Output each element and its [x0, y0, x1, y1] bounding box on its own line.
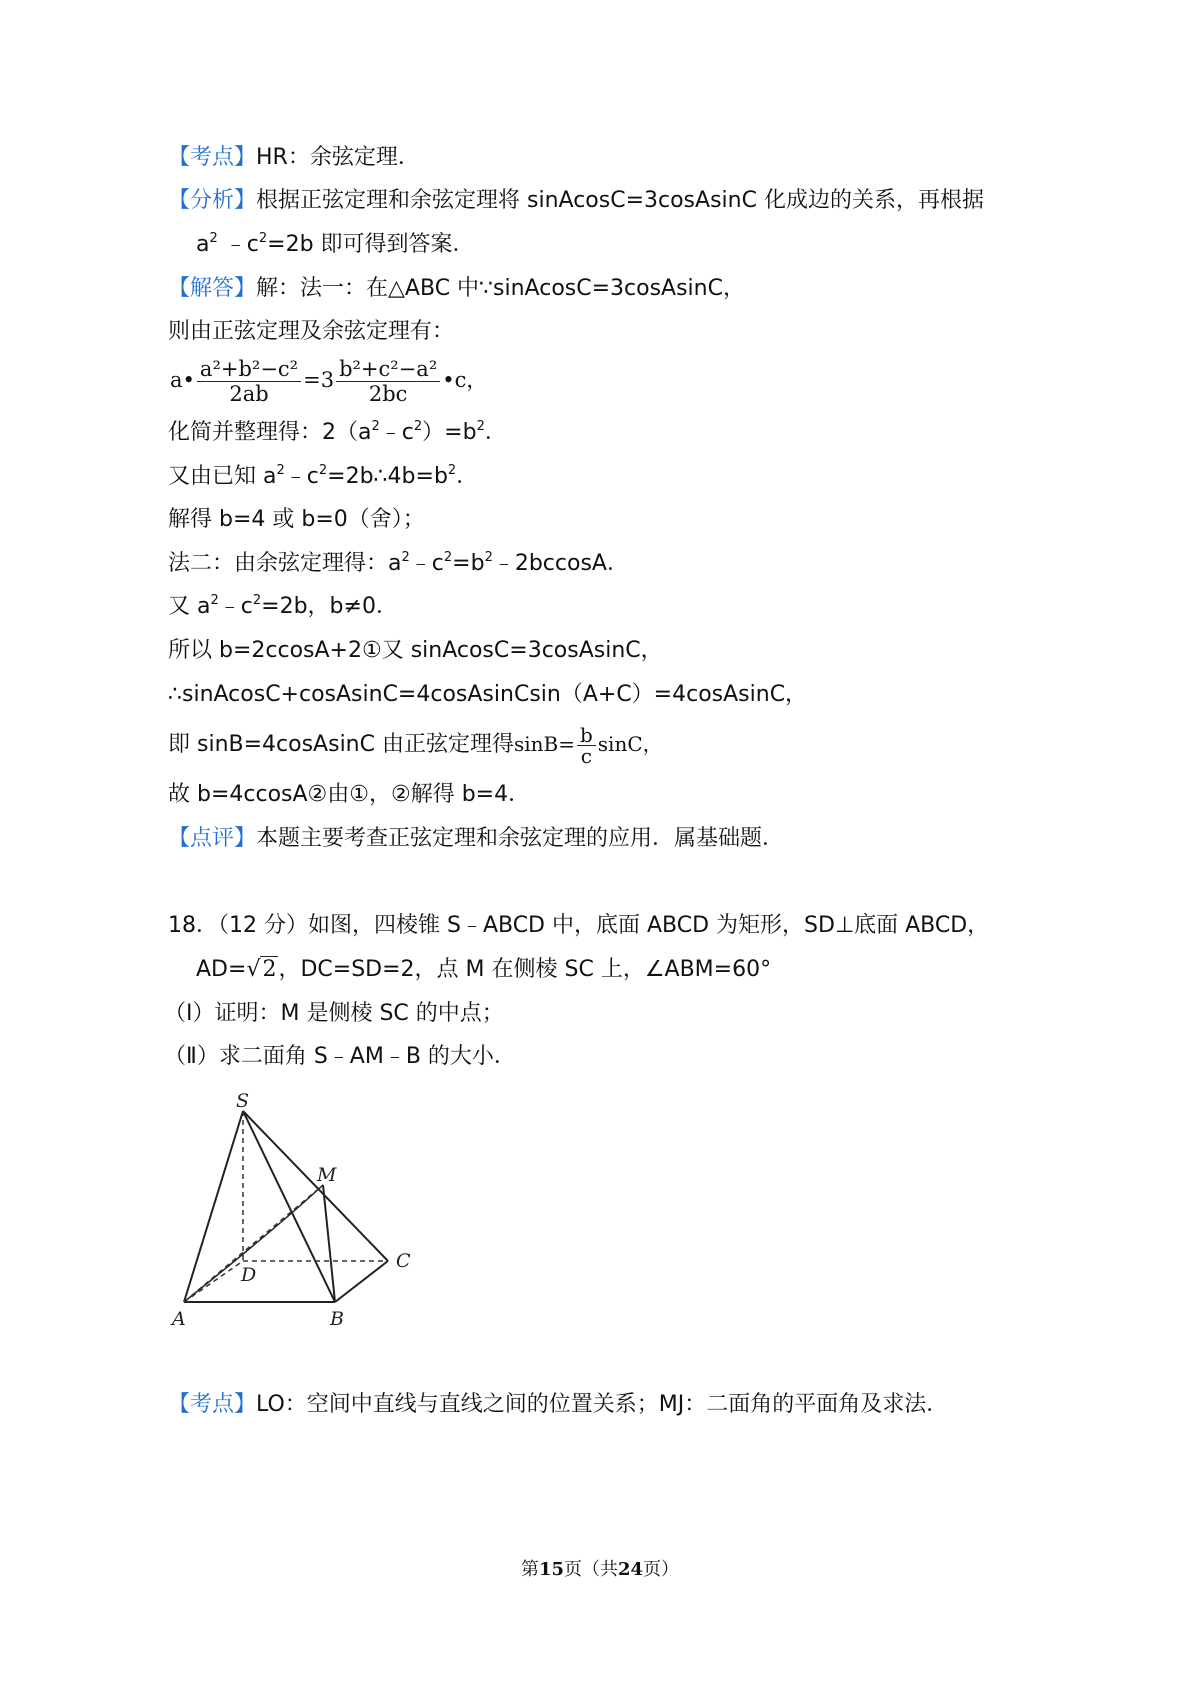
footer-text: 页（共 [564, 1559, 618, 1580]
dianping-tag: 【点评】 [168, 826, 257, 851]
fenxi-line [168, 186, 984, 216]
text-part: ﹣c [409, 551, 444, 576]
text-part: 又由已知 a [168, 464, 277, 489]
question-18-part1: （I）证明：M 是侧棱 SC 的中点； [164, 1001, 504, 1026]
numerator: b²+c²−a² [336, 357, 440, 382]
denominator: 2ab [229, 382, 269, 406]
sup-2: 2 [401, 550, 410, 565]
formula-right: •c， [442, 368, 488, 392]
page-number: 15 [538, 1559, 564, 1580]
text-part: 法二：由余弦定理得：a [168, 551, 402, 576]
text-end: =2b 即可得到答案． [267, 232, 475, 257]
kaodian-text: LO：空间中直线与直线之间的位置关系；MJ：二面角的平面角及求法． [256, 1392, 949, 1417]
label-D: D [241, 1264, 257, 1286]
edge-MB [323, 1185, 335, 1302]
text-line: ∴sinAcosC+cosAsinC=4cosAsinCsin（A+C）=4cosAsinC， [168, 682, 808, 707]
label-A: A [172, 1308, 186, 1330]
inline-formula [513, 723, 663, 768]
sup-2: 2 [318, 463, 328, 478]
label-S: S [236, 1090, 250, 1112]
label-B: B [330, 1308, 344, 1330]
text-line: 则由正弦定理及余弦定理有： [168, 319, 455, 344]
fenxi-text: 根据正弦定理和余弦定理将 sinAcosC=3cosAsinC 化成边的关系，再根据 [256, 188, 984, 213]
text-part: ﹣c [218, 594, 253, 619]
dianping-text: 本题主要考查正弦定理和余弦定理的应用．属基础题． [256, 826, 785, 851]
hidden-AD [184, 1261, 243, 1302]
text-line [168, 549, 629, 579]
kaodian-line [168, 143, 420, 173]
text-line: 所以 b=2ccosA+2①又 sinAcosC=3cosAsinC， [168, 638, 663, 663]
formula-eq: =3 [303, 368, 335, 392]
footer-text: 第 [520, 1559, 539, 1580]
text-line [168, 418, 507, 448]
denominator: 2bc [368, 382, 408, 406]
fraction [197, 357, 301, 406]
sqrt: √2 [246, 957, 277, 982]
question-18-part2: （Ⅱ）求二面角 S﹣AM﹣B 的大小． [164, 1044, 516, 1069]
text-part: ，DC=SD=2，点 M 在侧棱 SC 上，∠ABM=60° [278, 957, 772, 982]
text-part: =b [452, 551, 485, 576]
text-a: a [196, 232, 210, 257]
pyramid-figure [160, 1085, 430, 1335]
sup-2: 2 [252, 593, 262, 608]
formula-left: sinB= [513, 732, 575, 756]
footer-text: 页） [643, 1559, 680, 1580]
sup-2: 2 [443, 550, 453, 565]
kaodian-2-line [168, 1390, 948, 1420]
label-C: C [396, 1250, 411, 1272]
sup-2: 2 [276, 463, 285, 478]
dianping-line [168, 824, 784, 854]
text-line [168, 592, 398, 622]
sup-2: 2 [210, 593, 219, 608]
text-part: ． [456, 464, 479, 489]
text-part: ）=b [422, 420, 477, 445]
text-line: 解得 b=4 或 b=0（舍）； [168, 507, 425, 532]
question-18-line1: 18．（12 分）如图，四棱锥 S﹣ABCD 中，底面 ABCD 为矩形，SD⊥底面 ABCD， [168, 913, 990, 938]
edge-SB [243, 1111, 335, 1302]
text-part: =2b∴4b=b [327, 464, 448, 489]
text-part: =2b，b≠0． [261, 594, 398, 619]
text-mid: ﹣c [217, 232, 259, 257]
sup-2: 2 [476, 419, 485, 434]
sup-2: 2 [484, 550, 493, 565]
text-part: ﹣c [284, 464, 319, 489]
sup-2: 2 [413, 419, 423, 434]
sup-2: 2 [447, 463, 457, 478]
kaodian-tag: 【考点】 [168, 145, 257, 170]
jieda-tag: 【解答】 [168, 276, 257, 301]
formula-right: sinC， [597, 732, 663, 756]
text-part: AD= [196, 957, 247, 982]
radicand: 2 [262, 957, 277, 982]
fraction [336, 357, 440, 406]
text-part: 化简并整理得：2（a [168, 420, 372, 445]
question-18-line2 [196, 955, 771, 985]
jieda-line [168, 274, 745, 304]
formula-left: a• [170, 368, 195, 392]
fraction [577, 725, 596, 766]
sup-2: 2 [258, 231, 268, 246]
kaodian-tag: 【考点】 [168, 1392, 257, 1417]
text-line [168, 716, 663, 773]
kaodian-text: HR：余弦定理． [256, 145, 420, 170]
edge-SC [243, 1111, 388, 1261]
label-M: M [317, 1164, 337, 1186]
text-part: ﹣c [379, 420, 414, 445]
text-line [168, 462, 478, 492]
jieda-text: 解：法一：在△ABC 中∵sinAcosC=3cosAsinC， [256, 276, 745, 301]
text-part: 即 sinB=4cosAsinC 由正弦定理得 [168, 732, 514, 757]
numerator: a²+b²−c² [197, 357, 301, 382]
edge-BC [335, 1261, 388, 1302]
edge-SA [184, 1111, 243, 1302]
fenxi-line-2 [196, 230, 475, 260]
numerator: b [577, 725, 596, 746]
denominator: c [580, 744, 592, 768]
formula-line [170, 352, 487, 408]
sup-2: 2 [209, 231, 218, 246]
text-part: ﹣2bccosA． [492, 551, 629, 576]
text-part: ． [484, 420, 507, 445]
text-part: 又 a [168, 594, 211, 619]
sup-2: 2 [371, 419, 380, 434]
text-line: 故 b=4ccosA②由①，②解得 b=4． [168, 782, 531, 807]
fenxi-tag: 【分析】 [168, 188, 257, 213]
page-total: 24 [618, 1559, 644, 1580]
page-footer [0, 1555, 1200, 1581]
